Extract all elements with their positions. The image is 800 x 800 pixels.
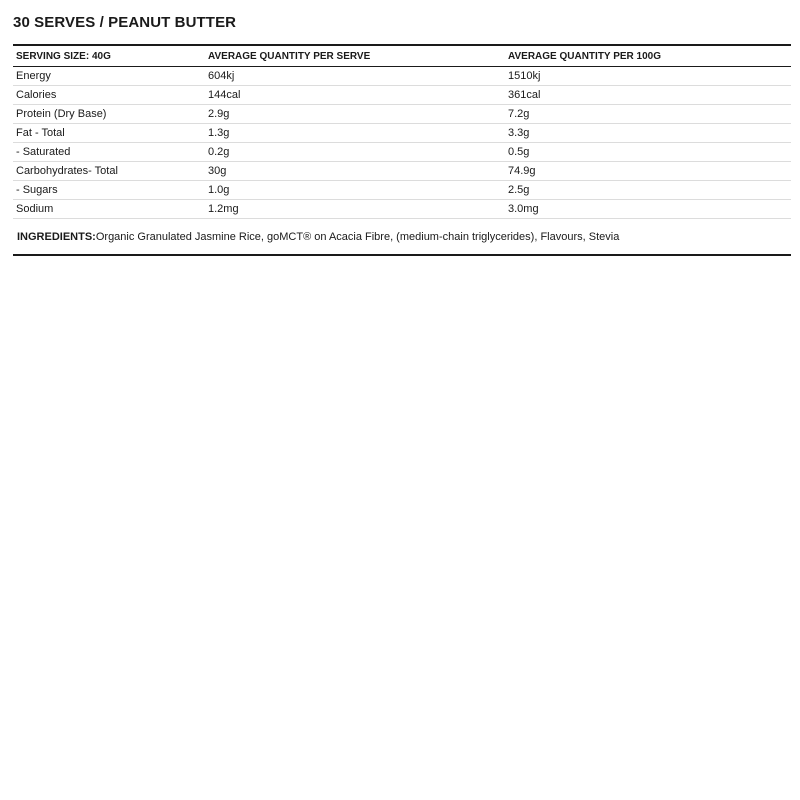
table-row — [13, 143, 791, 162]
page-title: 30 SERVES / PEANUT BUTTER — [13, 14, 237, 31]
per-100g-value: 7.2g — [505, 105, 791, 124]
nutrition-panel — [13, 44, 791, 256]
nutrient-name: Calories — [13, 86, 205, 105]
per-serve-value: 0.2g — [205, 143, 505, 162]
per-serve-value: 2.9g — [205, 105, 505, 124]
nutrient-name: - Sugars — [13, 181, 205, 200]
table-row — [13, 124, 791, 143]
table-row — [13, 67, 791, 86]
nutrient-name: Carbohydrates- Total — [13, 162, 205, 181]
table-header-row — [13, 46, 791, 67]
header-per-serve: AVERAGE QUANTITY PER SERVE — [205, 46, 505, 67]
nutrient-name: Fat - Total — [13, 124, 205, 143]
ingredients-label: INGREDIENTS: — [17, 231, 96, 243]
per-100g-value: 2.5g — [505, 181, 791, 200]
per-serve-value: 1.3g — [205, 124, 505, 143]
per-100g-value: 3.0mg — [505, 200, 791, 219]
nutrition-table — [13, 46, 791, 219]
table-row — [13, 86, 791, 105]
per-serve-value: 604kj — [205, 67, 505, 86]
per-serve-value: 1.0g — [205, 181, 505, 200]
header-serving-size: SERVING SIZE: 40G — [13, 46, 205, 67]
table-row — [13, 162, 791, 181]
nutrient-name: - Saturated — [13, 143, 205, 162]
per-serve-value: 144cal — [205, 86, 505, 105]
nutrient-name: Protein (Dry Base) — [13, 105, 205, 124]
nutrient-name: Energy — [13, 67, 205, 86]
table-row — [13, 105, 791, 124]
per-100g-value: 3.3g — [505, 124, 791, 143]
per-100g-value: 1510kj — [505, 67, 791, 86]
ingredients-section — [13, 219, 791, 254]
header-per-100g: AVERAGE QUANTITY PER 100G — [505, 46, 791, 67]
per-serve-value: 1.2mg — [205, 200, 505, 219]
per-100g-value: 361cal — [505, 86, 791, 105]
table-row — [13, 200, 791, 219]
per-100g-value: 74.9g — [505, 162, 791, 181]
per-100g-value: 0.5g — [505, 143, 791, 162]
nutrient-name: Sodium — [13, 200, 205, 219]
ingredients-text: Organic Granulated Jasmine Rice, goMCT® on Acacia Fibre, (medium-chain triglycerides), Flavours, Stevia — [95, 231, 620, 243]
table-row — [13, 181, 791, 200]
per-serve-value: 30g — [205, 162, 505, 181]
